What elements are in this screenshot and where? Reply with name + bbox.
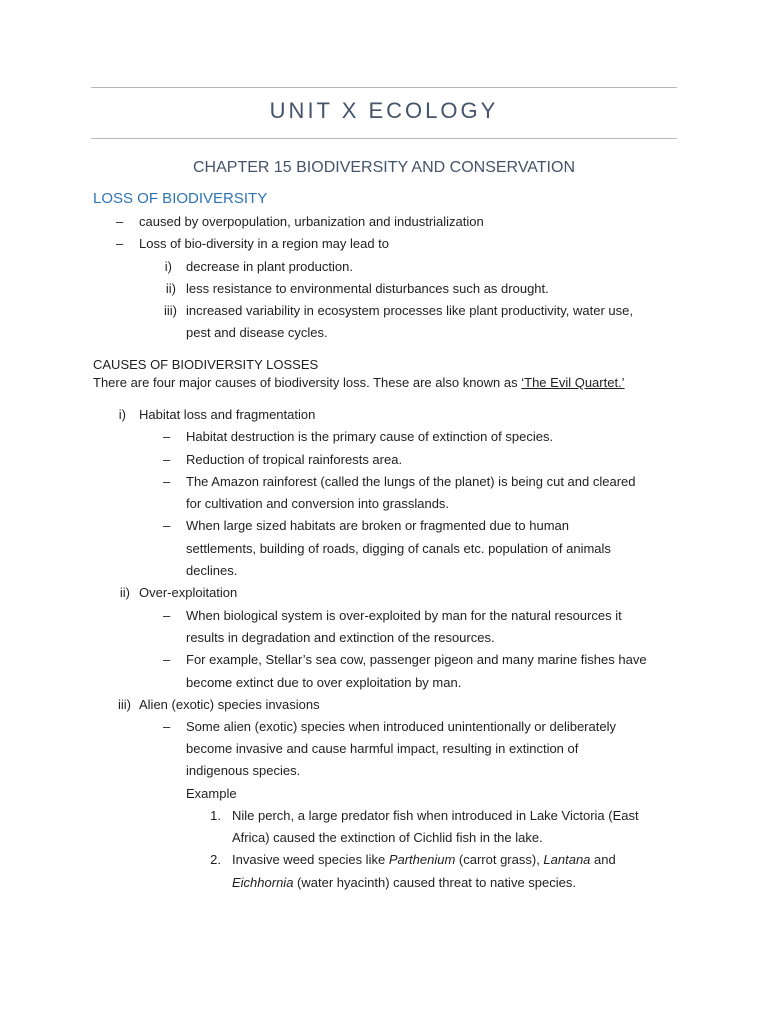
cause-1-point-cont: declines. [186, 563, 238, 578]
bullet-dash: – [163, 452, 171, 467]
example-2-text: Invasive weed species like [232, 852, 389, 867]
cause-2-point: When biological system is over-exploited by man for the natural resources it [186, 608, 622, 623]
example-1-cont: Africa) caused the extinction of Cichlid fish in the lake. [232, 830, 543, 845]
roman-marker: iii) [164, 303, 177, 318]
chapter-title: CHAPTER 15 BIODIVERSITY AND CONSERVATION [192, 159, 575, 176]
species-name: Parthenium [388, 852, 456, 867]
example-2 [232, 849, 616, 871]
roman-marker: iii) [118, 697, 131, 712]
example-2-text: (water hyacinth) caused threat to native species. [293, 875, 576, 890]
cause-3-point-cont: indigenous species. [186, 763, 301, 778]
loss-item-3: increased variability in ecosystem processes like plant productivity, water use, [186, 303, 634, 318]
causes-heading: CAUSES OF BIODIVERSITY LOSSES [93, 357, 319, 372]
causes-intro [93, 372, 625, 394]
species-name: Lantana [543, 852, 591, 867]
cause-1-point-cont: for cultivation and conversion into grasslands. [186, 496, 450, 511]
roman-marker: ii) [119, 585, 130, 600]
bullet-dash: – [163, 474, 171, 489]
cause-1-title: Habitat loss and fragmentation [139, 407, 316, 422]
title-rule [91, 138, 677, 139]
roman-marker: ii) [165, 281, 176, 296]
number-marker: 2. [210, 852, 221, 867]
cause-3-title: Alien (exotic) species invasions [139, 697, 320, 712]
roman-marker: i) [164, 259, 172, 274]
loss-bullet-1: caused by overpopulation, urbanization and industrialization [139, 214, 484, 229]
example-label: Example [186, 786, 237, 801]
unit-title: UNIT X ECOLOGY [269, 98, 499, 123]
cause-1-point: The Amazon rainforest (called the lungs of the planet) is being cut and cleared [186, 474, 636, 489]
cause-3-point: Some alien (exotic) species when introduced unintentionally or deliberately [186, 719, 616, 734]
cause-1-point-cont: settlements, building of roads, digging of canals etc. population of animals [186, 541, 611, 556]
cause-1-point: Reduction of tropical rainforests area. [186, 452, 403, 467]
loss-heading: LOSS OF BIODIVERSITY [93, 190, 268, 207]
bullet-dash: – [116, 214, 124, 229]
cause-1-point: When large sized habitats are broken or fragmented due to human [186, 518, 570, 533]
bullet-dash: – [163, 429, 171, 444]
loss-item-1: decrease in plant production. [186, 259, 353, 274]
example-2-text: and [590, 852, 616, 867]
bullet-dash: – [163, 719, 171, 734]
causes-intro-text: There are four major causes of biodiversity loss. These are also known as [93, 375, 522, 390]
roman-marker: i) [118, 407, 126, 422]
bullet-dash: – [163, 608, 171, 623]
bullet-dash: – [163, 518, 171, 533]
loss-bullet-2: Loss of bio-diversity in a region may lead to [139, 236, 390, 251]
example-1: Nile perch, a large predator fish when introduced in Lake Victoria (East [232, 808, 639, 823]
cause-2-title: Over-exploitation [139, 585, 238, 600]
cause-2-point-cont: results in degradation and extinction of the resources. [186, 630, 495, 645]
bullet-dash: – [116, 236, 124, 251]
cause-2-point-cont: become extinct due to over exploitation by man. [186, 675, 462, 690]
number-marker: 1. [210, 808, 221, 823]
example-2-cont [232, 872, 576, 894]
species-name: Eichhornia [232, 875, 294, 890]
cause-3-point-cont: become invasive and cause harmful impact, resulting in extinction of [186, 741, 579, 756]
loss-item-2: less resistance to environmental disturbances such as drought. [186, 281, 549, 296]
evil-quartet-term: ‘The Evil Quartet.’ [521, 375, 625, 390]
example-2-text: (carrot grass), [455, 852, 544, 867]
cause-1-point: Habitat destruction is the primary cause of extinction of species. [186, 429, 554, 444]
loss-item-3-cont: pest and disease cycles. [186, 325, 328, 340]
bullet-dash: – [163, 652, 171, 667]
cause-2-point: For example, Stellar’s sea cow, passenger pigeon and many marine fishes have [186, 652, 647, 667]
top-rule [91, 87, 677, 88]
